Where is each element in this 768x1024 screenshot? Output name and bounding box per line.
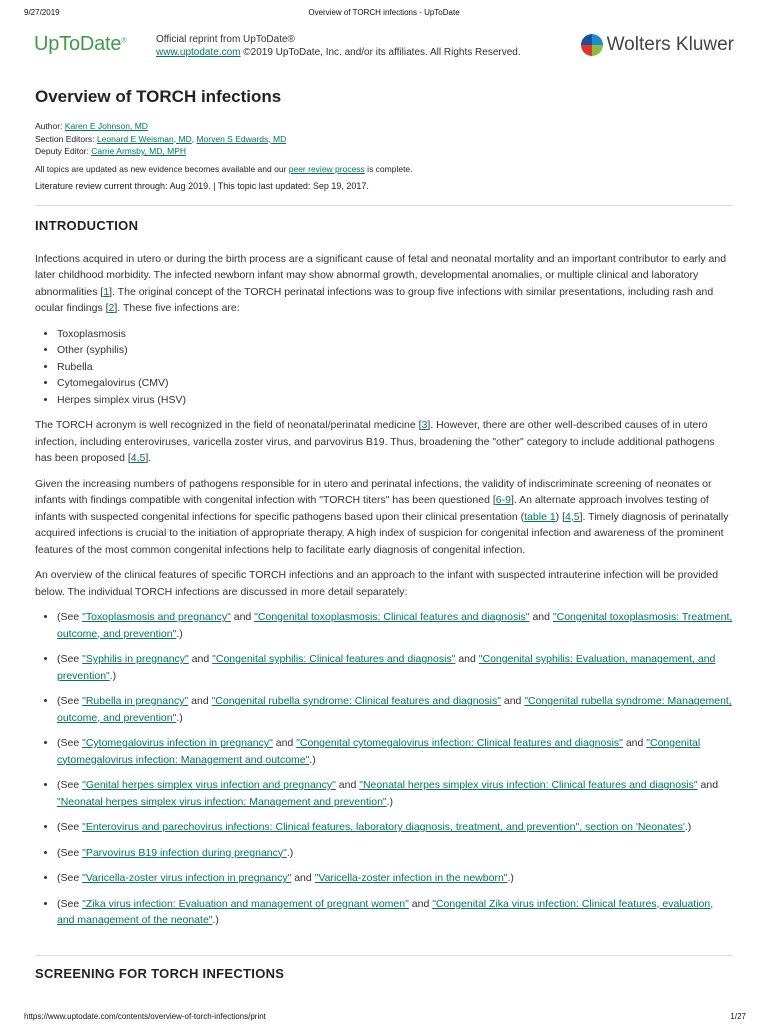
- table-link[interactable]: table 1: [524, 510, 556, 523]
- update-disclaimer: All topics are updated as new evidence becomes available and our peer review process is complete.: [35, 163, 413, 174]
- topic-link[interactable]: "Neonatal herpes simplex virus infection: Management and prevention": [57, 795, 387, 808]
- wolters-kluwer-icon: [581, 34, 603, 56]
- topic-link[interactable]: "Parvovirus B19 infection during pregnancy": [82, 846, 287, 859]
- reference-link[interactable]: 4,5: [130, 452, 146, 464]
- topic-link[interactable]: "Congenital cytomegalovirus infection: Management and outcome": [57, 737, 701, 766]
- author-label: Author:: [35, 121, 63, 131]
- topic-link[interactable]: "Congenital toxoplasmosis: Treatment, outcome, and prevention": [57, 611, 733, 640]
- topic-link[interactable]: "Zika virus infection: Evaluation and management of pregnant women": [82, 897, 409, 910]
- list-item: • (See "Syphilis in pregnancy" and "Congenital syphilis: Clinical features and diagnosis" and "Congenital syphilis: Evaluation, management, and prevention".): [57, 651, 733, 684]
- reference-link[interactable]: 4,5: [565, 510, 580, 523]
- section-editor-link-1[interactable]: Leonard E Weisman, MD: [96, 133, 192, 144]
- deputy-editor-label: Deputy Editor:: [35, 146, 89, 156]
- topic-link[interactable]: "Congenital syphilis: Clinical features and diagnosis": [212, 653, 456, 665]
- reprint-line: Official reprint from UpToDate®: [156, 34, 295, 45]
- page-title: Overview of TORCH infections: [35, 87, 282, 106]
- literature-review-date: Literature review current through: Aug 2019. | This topic last updated: Sep 19, 2017.: [35, 181, 369, 191]
- topic-link[interactable]: "Genital herpes simplex virus infection and pregnancy": [82, 779, 336, 791]
- section-heading-screening: SCREENING FOR TORCH INFECTIONS: [35, 965, 285, 981]
- divider: [35, 205, 733, 206]
- list-item: • (See "Genital herpes simplex virus infection and pregnancy" and "Neonatal herpes simplex virus infection: Clinical features and diagnosis" and "Neonatal herpes simplex virus infection: Management and prevention".): [57, 777, 733, 810]
- reference-link[interactable]: 2: [108, 302, 115, 314]
- topic-link[interactable]: "Congenital syphilis: Evaluation, management, and prevention": [57, 653, 716, 682]
- reference-link[interactable]: 6-9: [495, 494, 511, 506]
- copyright: ©2019 UpToDate, Inc. and/or its affiliates. All Rights Reserved.: [243, 47, 521, 58]
- section-editor-link-2[interactable]: Morven S Edwards, MD: [196, 133, 287, 144]
- intro-paragraph-1: Infections acquired in utero or during the birth process are a significant cause of fetal and neonatal mortality and an important contributor to early and later childhood morbidity. The infected newborn infant may show abnormal growth, developmental anomalies, or multiple clinical and laboratory abnormalities [1]. The original concept of the TORCH perinatal infections was to group five infections with similar presentations, including rash and ocular findings [2]. These five infections are:: [35, 252, 727, 314]
- screening-section: [35, 955, 733, 981]
- topic-content: [35, 87, 733, 981]
- list-item: • (See "Zika virus infection: Evaluation and management of pregnant women" and "Congenital Zika virus infection: Clinical features, evaluation, and management of the neonate".): [57, 896, 733, 929]
- reference-link[interactable]: 1: [103, 285, 110, 298]
- uptodate-site-link[interactable]: www.uptodate.com: [156, 47, 241, 58]
- list-item: • Toxoplasmosis: [57, 326, 733, 343]
- torch-infection-list: [35, 326, 733, 409]
- topic-link[interactable]: "Congenital Zika virus infection: Clinical features, evaluation, and management of the neonate": [57, 897, 714, 926]
- list-item: • (See "Varicella-zoster virus infection in pregnancy" and "Varicella-zoster infection in the newborn".): [57, 870, 733, 887]
- peer-review-link[interactable]: peer review process: [288, 163, 365, 174]
- uptodate-logo[interactable]: UpToDate®: [34, 33, 127, 55]
- list-item: • (See "Rubella in pregnancy" and "Congenital rubella syndrome: Clinical features and diagnosis" and "Congenital rubella syndrome: Management, outcome, and prevention".): [57, 693, 733, 726]
- publisher-name: Wolters Kluwer: [606, 34, 734, 55]
- topic-link[interactable]: "Congenital rubella syndrome: Management, outcome, and prevention": [57, 695, 732, 724]
- list-item: • (See "Enterovirus and parechovirus infections: Clinical features, laboratory diagnosis, treatment, and prevention", section on 'Neonates'.): [57, 819, 733, 836]
- brand-bar: [34, 30, 734, 64]
- print-page-number: 1/27: [730, 1012, 746, 1021]
- list-item: • (See "Cytomegalovirus infection in pregnancy" and "Congenital cytomegalovirus infection: Clinical features and diagnosis" and "Congenital cytomegalovirus infection: Management and outcome".): [57, 735, 733, 768]
- print-date: 9/27/2019: [24, 8, 60, 17]
- reference-link[interactable]: 3: [421, 419, 428, 431]
- intro-paragraph-4: An overview of the clinical features of specific TORCH infections and an approach to the infant with suspected intrauterine infection will be provided below. The individual TORCH infections are discussed in more detail separately:: [35, 569, 719, 598]
- topic-link[interactable]: "Varicella-zoster infection in the newborn": [314, 872, 508, 884]
- section-editors-label: Section Editors:: [35, 133, 95, 144]
- topic-link[interactable]: "Cytomegalovirus infection in pregnancy": [82, 737, 273, 749]
- see-also-list: [35, 609, 733, 929]
- deputy-editor-link[interactable]: Carrie Armsby, MD, MPH: [91, 146, 187, 156]
- section-heading-introduction: INTRODUCTION: [35, 217, 139, 233]
- topic-link[interactable]: "Congenital toxoplasmosis: Clinical features and diagnosis": [254, 611, 530, 623]
- list-item: • Cytomegalovirus (CMV): [57, 375, 733, 392]
- list-item: • Herpes simplex virus (HSV): [57, 392, 733, 409]
- intro-paragraph-3: Given the increasing numbers of pathogens responsible for in utero and perinatal infections, the validity of indiscriminate screening of neonates or infants with findings compatible with congenital infection with "TORCH titers" has been questioned [6-9]. An alternate approach involves testing of infants with suspected congenital infections for specific pathogens based upon their clinical presentation (table 1) [4,5]. Timely diagnosis of perinatally acquired infections is crucial to the initiation of appropriate therapy. A high index of suspicion for congenital infection and awareness of the prominent features of the most common congenital infections help to facilitate early diagnosis of congenital infection.: [35, 477, 729, 556]
- topic-link[interactable]: "Congenital cytomegalovirus infection: Clinical features and diagnosis": [296, 737, 623, 749]
- topic-link[interactable]: "Rubella in pregnancy": [82, 695, 189, 707]
- topic-link[interactable]: "Toxoplasmosis and pregnancy": [82, 611, 231, 623]
- topic-link[interactable]: "Enterovirus and parechovirus infections: Clinical features, laboratory diagnosis, treatment, and prevention", section on 'Neonates': [82, 821, 685, 833]
- list-item: • Rubella: [57, 359, 733, 376]
- topic-link[interactable]: "Congenital rubella syndrome: Clinical features and diagnosis": [211, 695, 501, 707]
- list-item: • Other (syphilis): [57, 342, 733, 359]
- list-item: • (See "Parvovirus B19 infection during pregnancy".): [57, 845, 733, 862]
- print-url: https://www.uptodate.com/contents/overview-of-torch-infections/print: [24, 1012, 266, 1021]
- topic-link[interactable]: "Neonatal herpes simplex virus infection: Clinical features and diagnosis": [359, 779, 698, 791]
- topic-link[interactable]: "Syphilis in pregnancy": [82, 653, 189, 665]
- print-title: Overview of TORCH infections - UpToDate: [308, 8, 460, 17]
- wolters-kluwer-logo: [581, 34, 734, 56]
- author-link[interactable]: Karen E Johnson, MD: [64, 121, 148, 131]
- topic-contributors: Author: Karen E Johnson, MD Section Editors: Leonard E Weisman, MD, Morven S Edwards, MD Deputy Editor: Carrie Armsby, MD, MPH All topics are updated as new evidence becomes available and our peer review process is complete. Literature review current through: Aug 2019. | This topic last updated: Sep 19, 2017.: [35, 120, 733, 193]
- topic-link[interactable]: "Varicella-zoster virus infection in pregnancy": [82, 872, 292, 884]
- reprint-notice: [156, 33, 521, 59]
- list-item: • (See "Toxoplasmosis and pregnancy" and "Congenital toxoplasmosis: Clinical features and diagnosis" and "Congenital toxoplasmosis: Treatment, outcome, and prevention".): [57, 609, 733, 642]
- intro-paragraph-2: The TORCH acronym is well recognized in the field of neonatal/perinatal medicine [3]. However, there are other well-described causes of in utero infection, including enteroviruses, varicella zoster virus, and parvovirus B19. Thus, broadening the "other" category to include additional pathogens has been proposed [4,5].: [35, 419, 715, 464]
